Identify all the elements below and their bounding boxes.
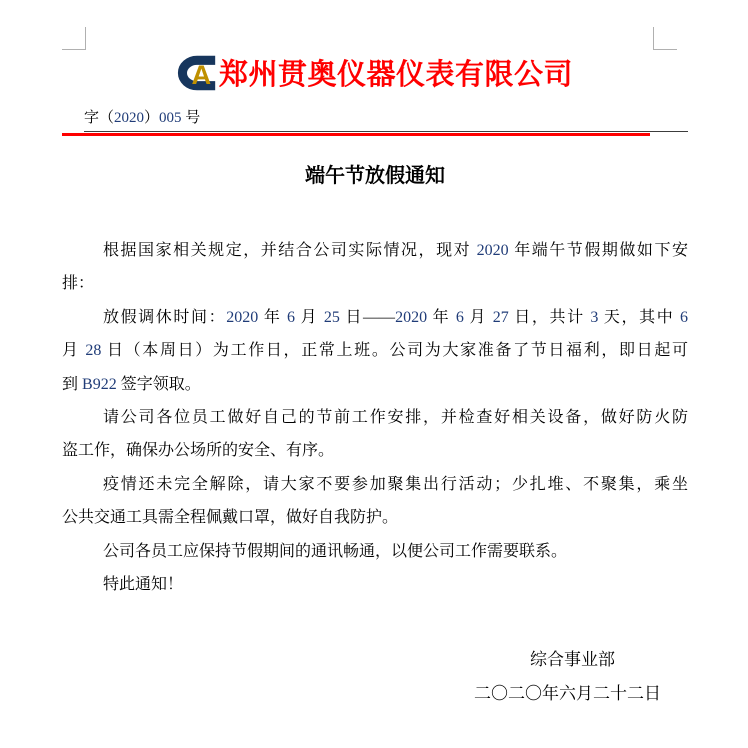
body-line: 公司各员工应保持节假期间的通讯畅通，以便公司工作需要联系。 (103, 542, 568, 560)
body-line: 特此通知！ (103, 576, 184, 594)
body-line: 盗工作，确保办公场所的安全、有序。 (62, 442, 335, 460)
latin-number: 2020 (226, 308, 259, 326)
latin-number: 27 (492, 308, 509, 326)
body-line: 公共交通工具需全程佩戴口罩，做好自我防护。 (62, 509, 399, 527)
body-line: 疫情还未完全解除，请大家不要参加聚集出行活动；少扎堆、不聚集，乘坐 (103, 475, 688, 493)
doc-number-underline (84, 131, 688, 132)
red-header-rule (62, 133, 650, 136)
latin-number: 2020 (114, 110, 145, 126)
body-line: 根据国家相关规定，并结合公司实际情况，现对 2020 年端午节假期做如下安 (103, 242, 688, 259)
signature-block (62, 643, 688, 710)
latin-number: B922 (82, 375, 117, 393)
body-line: 放假调休时间：2020 年 6 月 25 日——2020 年 6 月 27 日，共计 3 天，其中 6 (103, 308, 688, 326)
latin-number: 2020 (395, 308, 428, 326)
notice-title: 端午节放假通知 (305, 165, 445, 187)
body-line: 请公司各位员工做好自己的节前工作安排，并检查好相关设备，做好防火防 (103, 409, 688, 427)
latin-number: 6 (287, 308, 296, 326)
notice-body (62, 234, 688, 601)
company-header (62, 52, 688, 93)
logo-letter: A (191, 58, 212, 90)
company-logo-icon (177, 54, 217, 92)
document-page (62, 0, 688, 710)
company-name: 郑州贯奥仪器仪表有限公司 (218, 59, 573, 91)
doc-number: 字（2020）005 号 (84, 110, 201, 126)
body-line: 到 B922 签字领取。 (62, 375, 201, 393)
latin-number: 28 (85, 342, 102, 360)
body-line: 月 28 日（本周日）为工作日，正常上班。公司为大家准备了节日福利，即日起可 (62, 342, 688, 360)
latin-number: 005 (159, 110, 182, 126)
signature-date: 二〇二〇年六月二十二日 (474, 683, 661, 703)
latin-number: 6 (679, 308, 688, 326)
body-line: 排： (62, 275, 95, 293)
latin-number: 3 (590, 308, 599, 326)
latin-number: 25 (323, 308, 340, 326)
latin-number: 6 (455, 308, 464, 326)
signature-department: 综合事业部 (530, 650, 615, 670)
latin-number: 2020 (476, 242, 509, 259)
